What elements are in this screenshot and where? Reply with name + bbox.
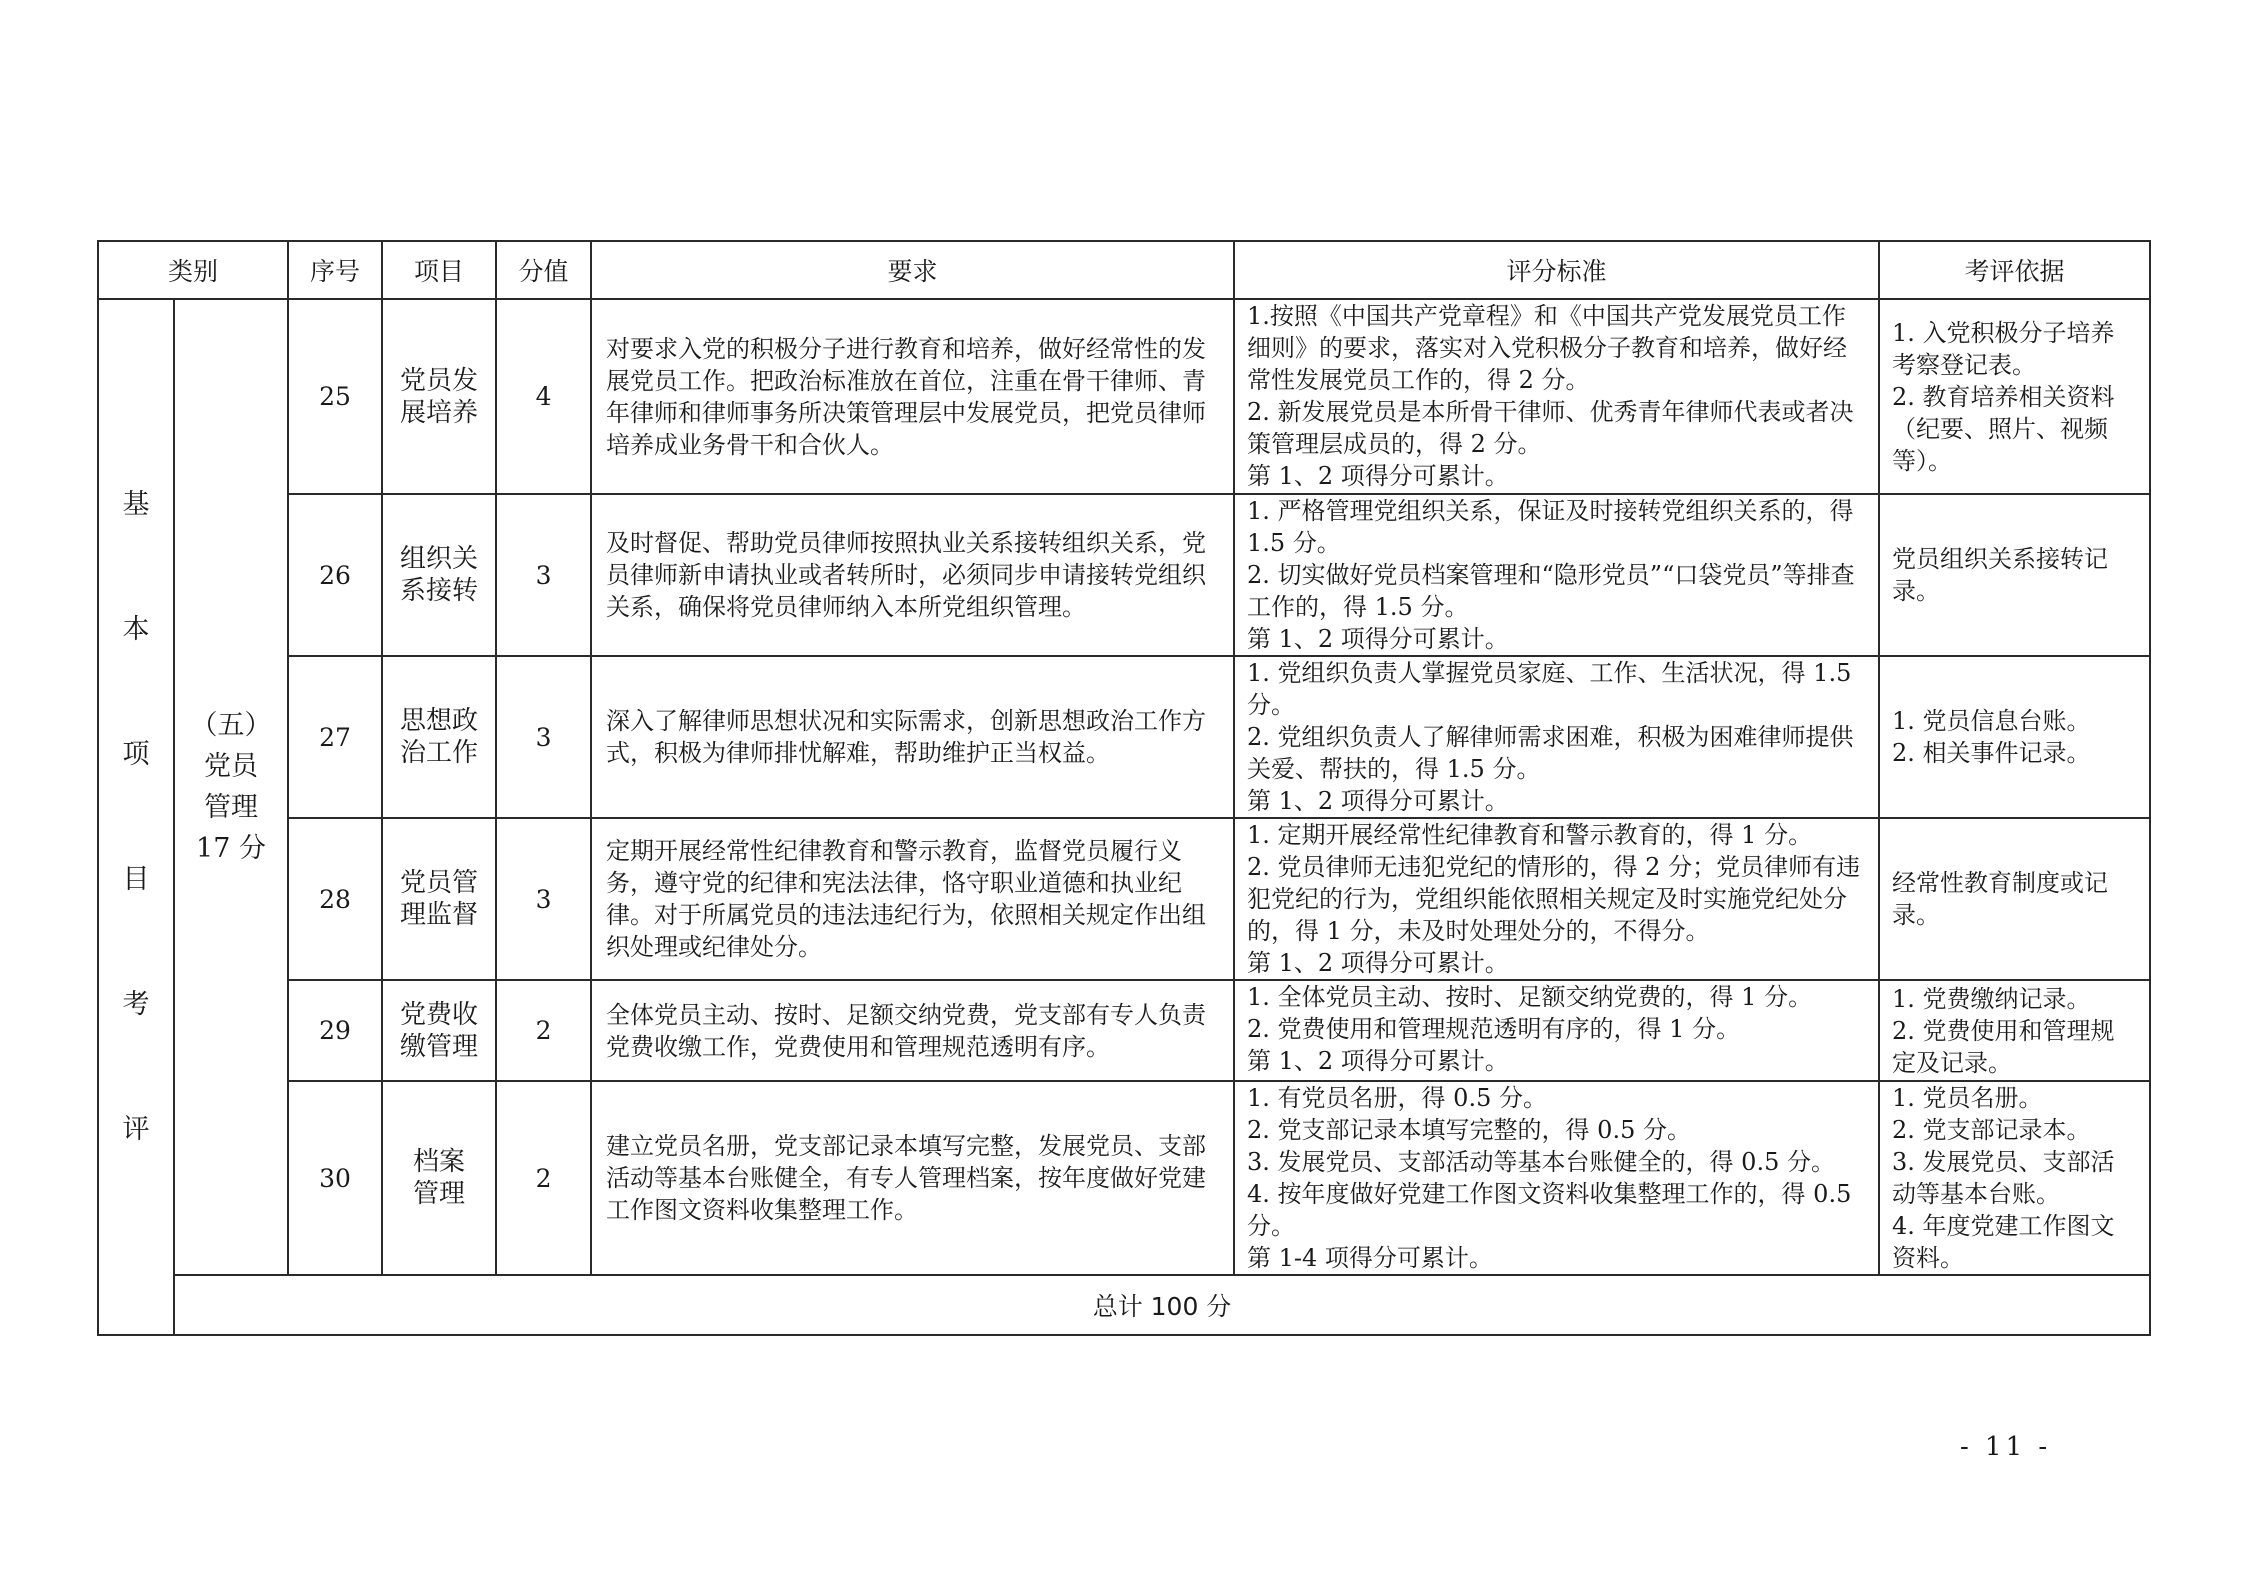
evaluation-table bbox=[97, 240, 2151, 1336]
row-item-line: 缴管理 bbox=[400, 1031, 479, 1062]
criteria-line: 第 1、2 项得分可累计。 bbox=[1247, 1047, 1509, 1075]
category-outer-char: 本 bbox=[122, 614, 150, 645]
header-basis: 考评依据 bbox=[1879, 241, 2150, 299]
criteria-line: 第 1、2 项得分可累计。 bbox=[1247, 949, 1509, 977]
row-number: 29 bbox=[288, 980, 382, 1081]
basis-line: 1. 党员信息台账。 bbox=[1892, 707, 2091, 735]
basis-line: 1. 入党积极分子培养考察登记表。 bbox=[1892, 318, 2115, 379]
basis-line: 2. 党费使用和管理规定及记录。 bbox=[1892, 1016, 2115, 1077]
row-basis bbox=[1879, 818, 2150, 980]
table-row bbox=[98, 299, 2150, 494]
criteria-line: 3. 发展党员、支部活动等基本台账健全的，得 0.5 分。 bbox=[1247, 1148, 1835, 1176]
row-number: 28 bbox=[288, 818, 382, 980]
criteria-line: 第 1、2 项得分可累计。 bbox=[1247, 787, 1509, 815]
row-number: 27 bbox=[288, 656, 382, 818]
row-score: 3 bbox=[496, 656, 591, 818]
category-outer-char: 考 bbox=[122, 989, 150, 1020]
basis-line: 4. 年度党建工作图文资料。 bbox=[1892, 1212, 2115, 1272]
basis-line: 1. 党费缴纳记录。 bbox=[1892, 984, 2091, 1013]
row-basis bbox=[1879, 656, 2150, 818]
row-item-line: 理监督 bbox=[400, 900, 479, 930]
category-outer-char: 基 bbox=[122, 489, 150, 520]
row-item-line: 党员发 bbox=[400, 365, 479, 396]
category-outer-char: 目 bbox=[122, 864, 150, 895]
criteria-line: 第 1、2 项得分可累计。 bbox=[1247, 462, 1509, 490]
basis-line: 经常性教育制度或记录。 bbox=[1892, 869, 2109, 929]
row-item-line: 党员管 bbox=[400, 868, 479, 898]
row-score: 2 bbox=[496, 980, 591, 1081]
basis-line: 党员组织关系接转记录。 bbox=[1892, 545, 2109, 605]
category-inner-line: 党员 bbox=[204, 751, 258, 782]
criteria-line: 第 1、2 项得分可累计。 bbox=[1247, 625, 1509, 653]
row-score: 3 bbox=[496, 818, 591, 980]
row-item-line: 思想政 bbox=[400, 706, 479, 736]
basis-line: 2. 相关事件记录。 bbox=[1892, 739, 2091, 767]
row-item-line: 展培养 bbox=[400, 397, 479, 428]
basis-line: 3. 发展党员、支部活动等基本台账。 bbox=[1892, 1148, 2115, 1208]
criteria-line: 2. 党支部记录本填写完整的，得 0.5 分。 bbox=[1247, 1116, 1691, 1144]
category-inner-line: 17 分 bbox=[196, 833, 266, 864]
row-criteria bbox=[1234, 818, 1879, 980]
row-item bbox=[382, 299, 496, 494]
header-score: 分值 bbox=[496, 241, 591, 299]
category-outer-char: 评 bbox=[122, 1114, 150, 1145]
header-number: 序号 bbox=[288, 241, 382, 299]
row-score: 4 bbox=[496, 299, 591, 494]
row-item bbox=[382, 980, 496, 1081]
row-item-line: 系接转 bbox=[400, 576, 479, 606]
row-number: 25 bbox=[288, 299, 382, 494]
row-item-line: 治工作 bbox=[400, 738, 479, 768]
criteria-line: 4. 按年度做好党建工作图文资料收集整理工作的，得 0.5 分。 bbox=[1247, 1180, 1852, 1240]
criteria-line: 2. 党员律师无违犯党纪的情形的，得 2 分；党员律师有违犯党纪的行为，党组织能依照相关规定及时实施党纪处分的，得 1 分，未及时处理处分的，不得分。 bbox=[1247, 853, 1861, 945]
row-requirement: 及时督促、帮助党员律师按照执业关系接转组织关系，党员律师新申请执业或者转所时，必须同步申请接转党组织关系，确保将党员律师纳入本所党组织管理。 bbox=[591, 494, 1234, 656]
row-criteria bbox=[1234, 980, 1879, 1081]
criteria-line: 1.按照《中国共产党章程》和《中国共产党发展党员工作细则》的要求，落实对入党积极分子教育和培养，做好经常性发展党员工作的，得 2 分。 bbox=[1247, 302, 1848, 394]
row-criteria bbox=[1234, 656, 1879, 818]
basis-line: 1. 党员名册。 bbox=[1892, 1084, 2043, 1112]
header-item: 项目 bbox=[382, 241, 496, 299]
row-score: 3 bbox=[496, 494, 591, 656]
category-inner-line: 管理 bbox=[204, 792, 258, 823]
row-item bbox=[382, 494, 496, 656]
row-requirement: 定期开展经常性纪律教育和警示教育，监督党员履行义务，遵守党的纪律和宪法法律，恪守职业道德和执业纪律。对于所属党员的违法违纪行为，依照相关规定作出组织处理或纪律处分。 bbox=[591, 818, 1234, 980]
criteria-line: 第 1-4 项得分可累计。 bbox=[1247, 1244, 1493, 1272]
total-row bbox=[98, 1275, 2150, 1335]
criteria-line: 1. 严格管理党组织关系，保证及时接转党组织关系的，得 1.5 分。 bbox=[1247, 497, 1854, 557]
criteria-line: 2. 新发展党员是本所骨干律师、优秀青年律师代表或者决策管理层成员的，得 2 分。 bbox=[1247, 398, 1854, 458]
row-basis bbox=[1879, 980, 2150, 1081]
page-number: - 11 - bbox=[1960, 1432, 2052, 1462]
row-item-line: 管理 bbox=[413, 1179, 466, 1209]
criteria-line: 1. 全体党员主动、按时、足额交纳党费的，得 1 分。 bbox=[1247, 983, 1813, 1011]
row-item-line: 组织关 bbox=[400, 544, 479, 574]
row-basis bbox=[1879, 494, 2150, 656]
row-requirement: 建立党员名册，党支部记录本填写完整，发展党员、支部活动等基本台账健全，有专人管理档案，按年度做好党建工作图文资料收集整理工作。 bbox=[591, 1081, 1234, 1275]
row-criteria bbox=[1234, 1081, 1879, 1275]
row-item-line: 党费收 bbox=[400, 999, 479, 1030]
criteria-line: 2. 党组织负责人了解律师需求困难，积极为困难律师提供关爱、帮扶的，得 1.5 分。 bbox=[1247, 723, 1854, 783]
row-item bbox=[382, 1081, 496, 1275]
row-item bbox=[382, 818, 496, 980]
row-basis bbox=[1879, 299, 2150, 494]
header-category: 类别 bbox=[98, 241, 288, 299]
criteria-line: 2. 切实做好党员档案管理和“隐形党员”“口袋党员”等排查工作的，得 1.5 分。 bbox=[1247, 561, 1855, 621]
row-item bbox=[382, 656, 496, 818]
table-row bbox=[98, 656, 2150, 818]
header-requirement: 要求 bbox=[591, 241, 1234, 299]
row-requirement: 深入了解律师思想状况和实际需求，创新思想政治工作方式，积极为律师排忧解难，帮助维护正当权益。 bbox=[591, 656, 1234, 818]
criteria-line: 1. 定期开展经常性纪律教育和警示教育的，得 1 分。 bbox=[1247, 821, 1813, 849]
category-outer bbox=[98, 299, 174, 1335]
basis-line: 2. 党支部记录本。 bbox=[1892, 1116, 2091, 1144]
header-row bbox=[98, 241, 2150, 299]
table-row bbox=[98, 818, 2150, 980]
category-inner bbox=[174, 299, 288, 1275]
row-item-line: 档案 bbox=[413, 1147, 466, 1177]
table-row bbox=[98, 1081, 2150, 1275]
row-requirement: 全体党员主动、按时、足额交纳党费，党支部有专人负责党费收缴工作，党费使用和管理规范透明有序。 bbox=[591, 980, 1234, 1081]
row-requirement: 对要求入党的积极分子进行教育和培养，做好经常性的发展党员工作。把政治标准放在首位，注重在骨干律师、青年律师和律师事务所决策管理层中发展党员，把党员律师培养成业务骨干和合伙人。 bbox=[591, 299, 1234, 494]
category-outer-char: 项 bbox=[122, 739, 150, 770]
table-row bbox=[98, 980, 2150, 1081]
row-score: 2 bbox=[496, 1081, 591, 1275]
row-number: 26 bbox=[288, 494, 382, 656]
row-criteria bbox=[1234, 299, 1879, 494]
table-row bbox=[98, 494, 2150, 656]
criteria-line: 1. 党组织负责人掌握党员家庭、工作、生活状况，得 1.5 分。 bbox=[1247, 659, 1852, 719]
category-inner-line: （五） bbox=[190, 710, 272, 741]
row-basis bbox=[1879, 1081, 2150, 1275]
row-criteria bbox=[1234, 494, 1879, 656]
criteria-line: 1. 有党员名册，得 0.5 分。 bbox=[1247, 1084, 1547, 1112]
criteria-line: 2. 党费使用和管理规范透明有序的，得 1 分。 bbox=[1247, 1015, 1741, 1043]
row-number: 30 bbox=[288, 1081, 382, 1275]
header-criteria: 评分标准 bbox=[1234, 241, 1879, 299]
total-score: 总计 100 分 bbox=[174, 1275, 2150, 1335]
basis-line: 2. 教育培养相关资料（纪要、照片、视频等）。 bbox=[1892, 382, 2115, 475]
